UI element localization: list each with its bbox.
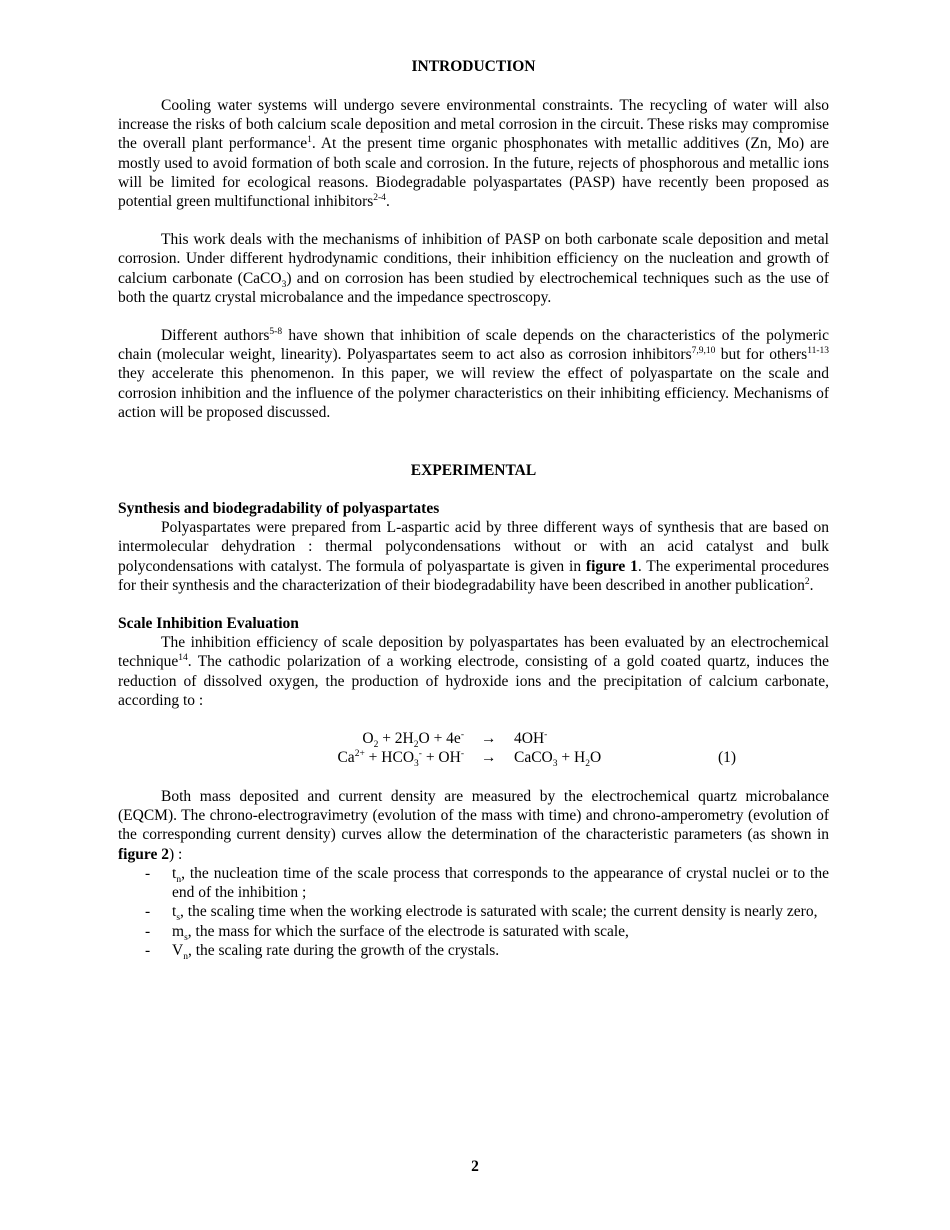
synthesis-subheading: Synthesis and biodegradability of polyaspartates [118,500,440,518]
intro-paragraph-3: Different authors$^{5-8}$ have shown that inhibition of scale depends on the characteristics of the polymeric chain (molecular weight, linearity). Polyaspartates seem to act also as corrosion inhibitors$^{7,9,10}$ but for others$^{11-13}$ they accelerate this phenomenon. In this paper, we will review the effect of polyaspartate on the scale and corrosion inhibition and the influence of the polymer characteristics on their inhibiting efficiency. Mechanisms of action will be proposed discussed. [118,326,829,421]
equation-line-2: $Ca^{2+} + HCO_3^- + OH^-$ → CaCO$_3$ + $H_2O$ (1) [337,748,737,770]
intro-paragraph-2: This work deals with the mechanisms of inhibition of PASP on both carbonate scale deposition and metal corrosion. Under different hydrodynamic conditions, their inhibition efficiency on the nucleation and growth of calcium carbonate (CaCO$_3$) and on corrosion has been studied by electrochemical techniques such as the use of both the quartz crystal microbalance and the impedance spectroscopy. [118,231,829,306]
equation-block [118,729,829,769]
page-body [118,57,829,960]
equation-number: (1) [718,749,737,767]
synthesis-paragraph: Polyaspartates were prepared from L-aspartic acid by three different ways of synthesis that are based on intermolecular dehydration : thermal polycondensations without or with an acid catalyst and bulk polycondensations with catalyst. The formula of polyaspartate is given in figure 1. The experimental procedures for their synthesis and the characterization of their biodegradability have been described in another publication$^2$. [118,519,829,594]
list-item: - $V_n$, the scaling rate during the growth of the crystals. [118,941,829,960]
page-number: 2 [471,1158,479,1175]
parameter-list [118,864,829,960]
experimental-heading: EXPERIMENTAL [410,462,537,480]
list-item: - $t_s$, the scaling time when the working electrode is saturated with scale; the current density is nearly zero, [118,902,829,921]
scale-subheading: Scale Inhibition Evaluation [118,615,299,633]
list-item: - $t_n$, the nucleation time of the scale process that corresponds to the appearance of crystal nuclei or to the end of the inhibition ; [118,864,829,902]
scale-paragraph-2: Both mass deposited and current density are measured by the electrochemical quartz microbalance (EQCM). The chrono-electrogravimetry (evolution of the mass with time) and chrono-amperometry (evolution of the corresponding current density) curves allow the determination of the characteristic parameters (as shown in figure 2) : [118,788,829,863]
equation-line-1: $O_2 + 2H_2O + 4e^-$ → 4OH- [362,729,548,751]
introduction-heading: INTRODUCTION [411,58,536,75]
scale-paragraph-1: The inhibition efficiency of scale deposition by polyaspartates has been evaluated by an electrochemical technique$^{14}$. The cathodic polarization of a working electrode, consisting of a gold coated quartz, induces the reduction of dissolved oxygen, the production of hydroxide ions and the precipitation of calcium carbonate, according to : [118,634,829,709]
intro-paragraph-1: Cooling water systems will undergo severe environmental constraints. The recycling of water will also increase the risks of both calcium scale deposition and metal corrosion in the circuit. These risks may compromise the overall plant performance$^1$. At the present time organic phosphonates with metallic additives (Zn, Mo) are mostly used to avoid formation of both scale and corrosion. In the future, rejects of phosphorous and metallic ions will be limited for ecological reasons. Biodegradable polyaspartates (PASP) have recently been proposed as potential green multifunctional inhibitors$^{2-4}$. [118,97,829,211]
list-item: - $m_s$, the mass for which the surface of the electrode is saturated with scale, [118,922,829,941]
